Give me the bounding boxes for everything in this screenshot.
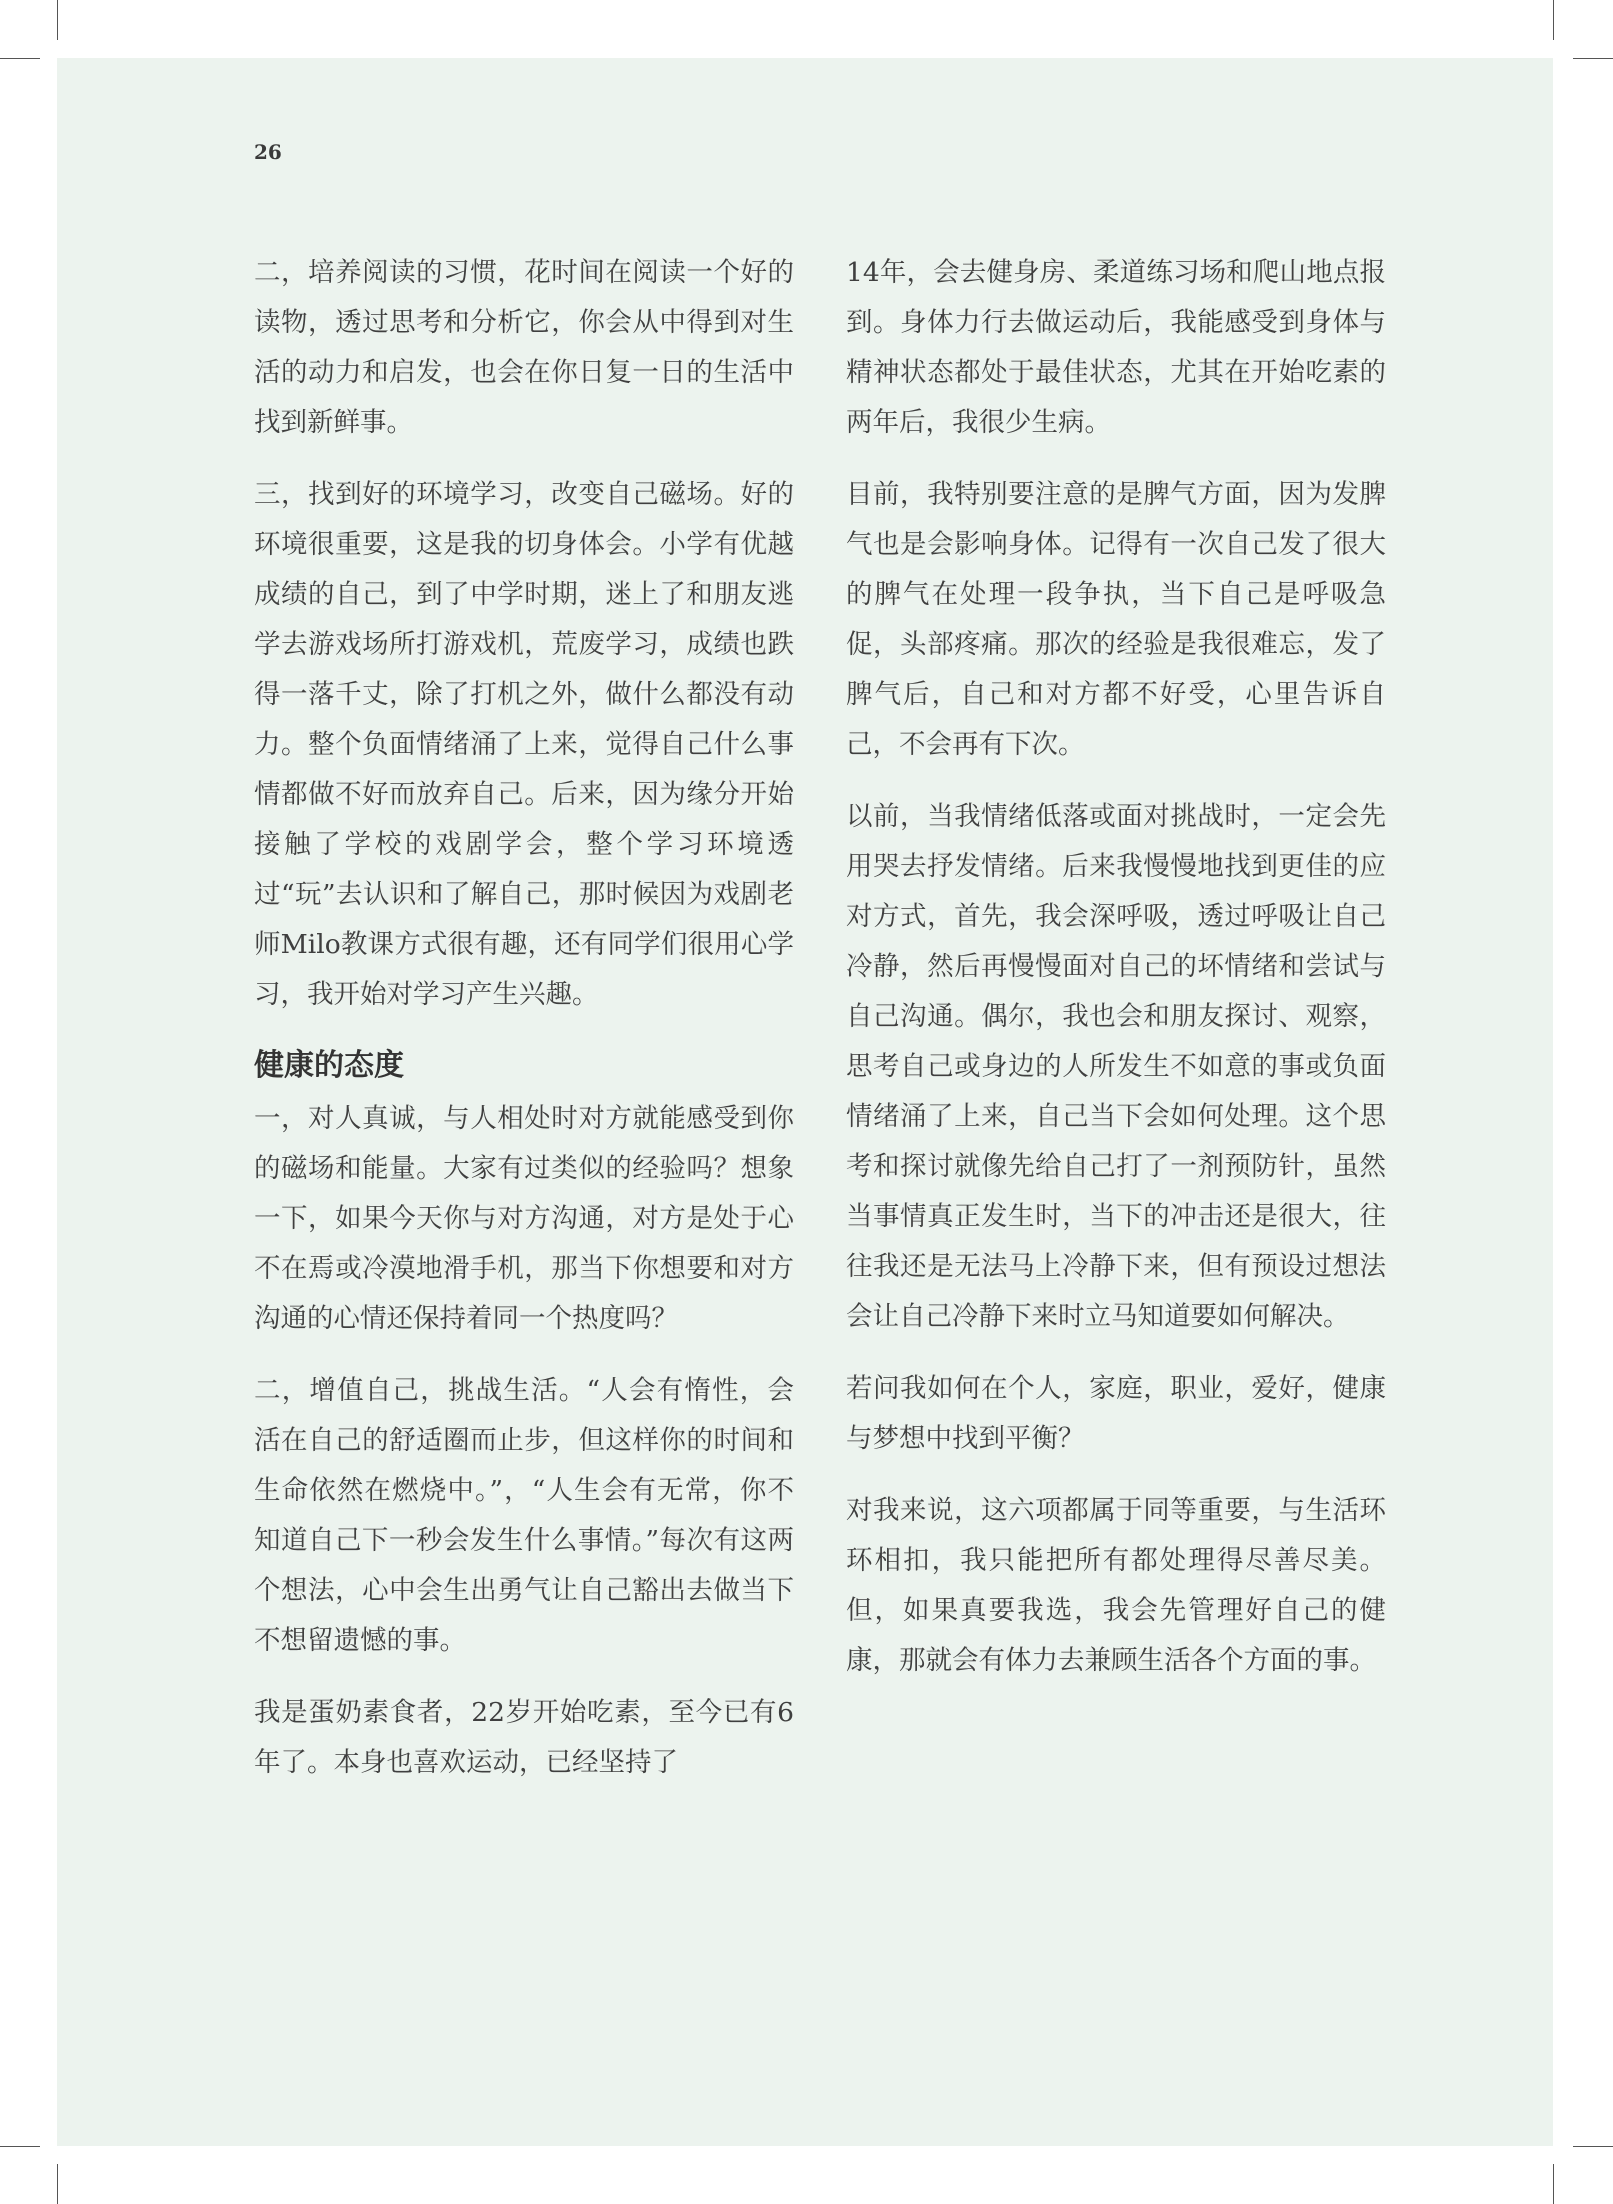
left-column xyxy=(254,248,794,1810)
crop-mark xyxy=(1573,2146,1613,2147)
paragraph-sincerity: 一，对人真诚，与人相处时对方就能感受到你的磁场和能量。大家有过类似的经验吗？想象一下，如果今天你与对方沟通，对方是处于心不在焉或冷漠地滑手机，那当下你想要和对方沟通的心情还保持着同一个热度吗？ xyxy=(254,1103,794,1334)
crop-mark xyxy=(57,0,58,40)
crop-mark xyxy=(0,58,40,59)
paragraph-vegetarian: 我是蛋奶素食者，22岁开始吃素，至今已有6年了。本身也喜欢运动，已经坚持了 xyxy=(254,1697,794,1778)
section-heading: 健康的态度 xyxy=(254,1048,404,1083)
crop-mark xyxy=(0,2146,40,2147)
right-column xyxy=(846,248,1386,1708)
paragraph-balance-answer: 对我来说，这六项都属于同等重要，与生活环环相扣，我只能把所有都处理得尽善尽美。但，如果真要我选，我会先管理好自己的健康，那就会有体力去兼顾生活各个方面的事。 xyxy=(846,1495,1386,1676)
paragraph-environment: 三，找到好的环境学习，改变自己磁场。好的环境很重要，这是我的切身体会。小学有优越成绩的自己，到了中学时期，迷上了和朋友逃学去游戏场所打游戏机，荒废学习，成绩也跌得一落千丈，除了打机之外，做什么都没有动力。整个负面情绪涌了上来，觉得自己什么事情都做不好而放弃自己。后来，因为缘分开始接触了学校的戏剧学会，整个学习环境透过“玩”去认识和了解自己，那时候因为戏剧老师Milo教课方式很有趣，还有同学们很用心学习，我开始对学习产生兴趣。 xyxy=(254,479,794,1010)
paragraph-temper: 目前，我特别要注意的是脾气方面，因为发脾气也是会影响身体。记得有一次自己发了很大的脾气在处理一段争执，当下自己是呼吸急促，头部疼痛。那次的经验是我很难忘，发了脾气后，自己和对方都不好受，心里告诉自己，不会再有下次。 xyxy=(846,479,1386,760)
crop-mark xyxy=(57,2164,58,2204)
paragraph-exercise: 14年，会去健身房、柔道练习场和爬山地点报到。身体力行去做运动后，我能感受到身体与精神状态都处于最佳状态，尤其在开始吃素的两年后，我很少生病。 xyxy=(846,257,1386,438)
paragraph-self-improvement: 二，增值自己，挑战生活。“人会有惰性，会活在自己的舒适圈而止步，但这样你的时间和生命依然在燃烧中。”，“人生会有无常，你不知道自己下一秒会发生什么事情。”每次有这两个想法，心中会生出勇气让自己豁出去做当下不想留遗憾的事。 xyxy=(254,1375,794,1656)
paragraph-emotions: 以前，当我情绪低落或面对挑战时，一定会先用哭去抒发情绪。后来我慢慢地找到更佳的应对方式，首先，我会深呼吸，透过呼吸让自己冷静，然后再慢慢面对自己的坏情绪和尝试与自己沟通。偶尔，我也会和朋友探讨、观察，思考自己或身边的人所发生不如意的事或负面情绪涌了上来，自己当下会如何处理。这个思考和探讨就像先给自己打了一剂预防针，虽然当事情真正发生时，当下的冲击还是很大，往往我还是无法马上冷静下来，但有预设过想法会让自己冷静下来时立马知道要如何解决。 xyxy=(846,801,1386,1332)
crop-mark xyxy=(1553,2164,1554,2204)
crop-mark xyxy=(1573,58,1613,59)
crop-mark xyxy=(1553,0,1554,40)
page-number: 26 xyxy=(254,140,282,164)
paragraph-balance-question: 若问我如何在个人，家庭，职业，爱好，健康与梦想中找到平衡？ xyxy=(846,1373,1386,1454)
paragraph-reading-habit: 二，培养阅读的习惯，花时间在阅读一个好的读物，透过思考和分析它，你会从中得到对生活的动力和启发，也会在你日复一日的生活中找到新鲜事。 xyxy=(254,257,794,438)
